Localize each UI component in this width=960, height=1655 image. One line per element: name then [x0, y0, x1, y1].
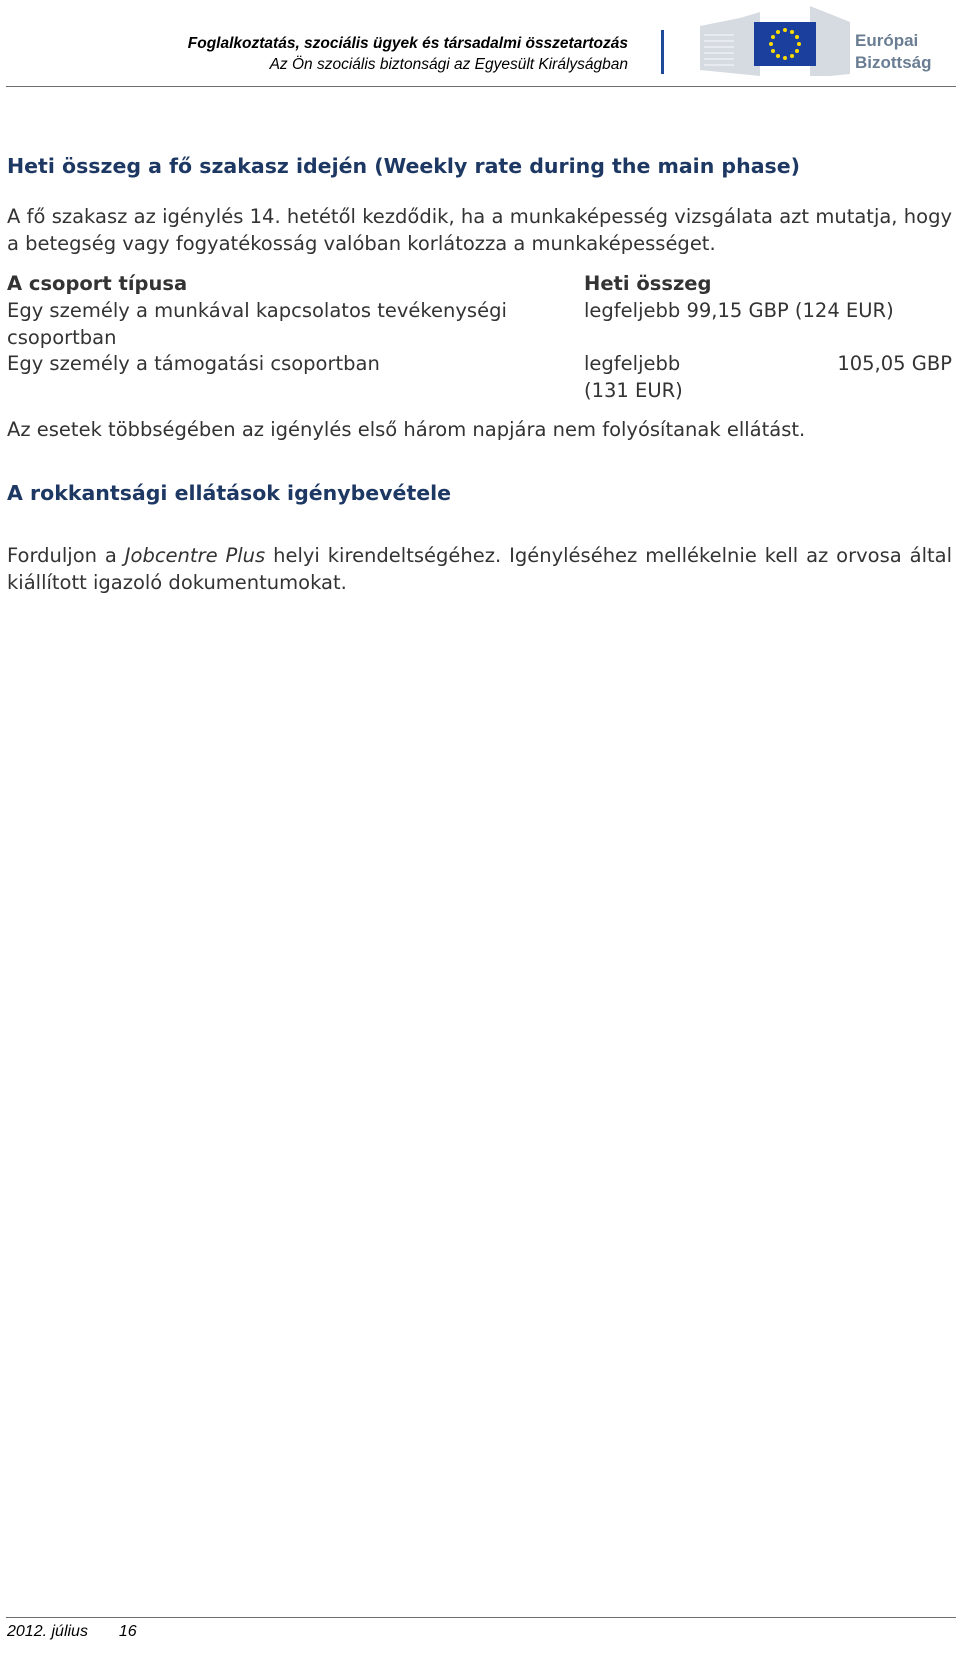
table-cell-group: Egy személy a támogatási csoportban	[7, 352, 380, 375]
rates-table	[7, 271, 953, 404]
table-row	[7, 351, 953, 404]
table-cell-group: Egy személy a munkával kapcsolatos tevékenységi csoportban	[7, 299, 507, 349]
weekly-rate-heading: Heti összeg a fő szakasz idején (Weekly rate during the main phase)	[7, 154, 801, 178]
page-footer	[7, 1623, 137, 1641]
footer-date: 2012. július	[7, 1623, 88, 1640]
logo-wordmark: Európai Bizottság	[855, 31, 932, 72]
header-title: Foglalkoztatás, szociális ügyek és társadalmi összetartozás	[187, 35, 628, 52]
table-cell-amount: legfeljebb 105,05 GBP (131 EUR)	[584, 352, 952, 402]
table-header-row	[7, 271, 953, 298]
claiming-heading: A rokkantsági ellátások igénybevétele	[7, 481, 452, 505]
weekly-rate-paragraph: A fő szakasz az igénylés 14. hetétől kezdődik, ha a munkaképesség vizsgálata azt mutatja, hogy a betegség vagy fogyatékosság valóban korlátozza a munkaképességet.	[7, 205, 952, 255]
table-cell-amount: legfeljebb 99,15 GBP (124 EUR)	[584, 299, 894, 322]
table-header-group: A csoport típusa	[7, 272, 188, 295]
header-text	[188, 33, 628, 75]
waiting-days-note: Az esetek többségében az igénylés első három napjára nem folyósítanak ellátást.	[7, 418, 806, 441]
footer-rule	[6, 1617, 956, 1618]
header-subtitle: Az Ön szociális biztonsági az Egyesült Királyságban	[269, 56, 628, 73]
claiming-paragraph: Forduljon a Jobcentre Plus helyi kirendeltségéhez. Igényléséhez mellékelnie kell az orvosa által kiállított igazoló dokumentumokat.	[7, 544, 952, 594]
table-row	[7, 298, 953, 351]
table-header-amount: Heti összeg	[584, 272, 712, 295]
header-divider	[661, 30, 664, 74]
header-rule	[6, 86, 956, 87]
jobcentre-plus-name: Jobcentre Plus	[124, 544, 266, 567]
page-header	[0, 0, 960, 88]
page-number: 16	[118, 1623, 137, 1640]
